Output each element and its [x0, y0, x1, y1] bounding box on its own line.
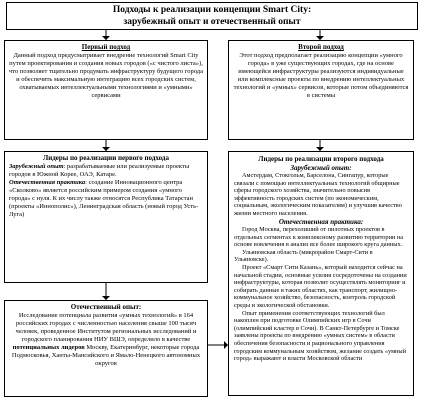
domestic-experience-bold: потенциальных лидеров [12, 343, 85, 351]
leaders-second-p1: Город Москва, перехолиший от пилотных проектов в отдельных сегментах к комплексному развитию территории на основе вовлечения в анализ все более широкого круга данных. [234, 226, 404, 249]
leaders-first-domestic-text: : создание Инновационного центра «Сколково» является российским примером создания «умного города» с нуля. К их числу также относятся Республика Татарстан (проекты «Иннополис»), Ленинградская область (новый город Усть-Луга) [9, 178, 199, 218]
leaders-second-foreign-label: Зарубежный опыт: [290, 163, 352, 172]
second-approach-heading: Второй подход [298, 43, 344, 51]
leaders-second-p3: Проект «Смарт Сити Казань», который находится сейчас на начальной стадии, основные усилия сосредоточены на создании инфраструктуры, которая позволит осуществлять мониторинг и собирать данные в таких областях, как транспорт, жилищно-коммунальное хозяйство, безопасность, контроль городской среды и экологической обстановки. [234, 264, 407, 309]
leaders-first-foreign-text: : разрабатываемые или реализуемые проекты городов в Южной Корее, ОАЭ, Катаре. [9, 162, 190, 178]
leaders-second-box [228, 151, 414, 396]
leaders-first-domestic-label: Отечественная практика [9, 178, 86, 186]
second-approach-text: Этот подход предполагает реализацию концепции «умного города» в уже существующих городах, где на основе имеющейся инфраструктуры реализуются индивидуальные или комплексные проекты по внедрению интеллектуальных технологий и «умных» сервисов, которые потом объединяются в системы [233, 51, 409, 99]
leaders-second-heading: Лидеры по реализации второго подхода [258, 155, 384, 163]
leaders-first-foreign [5, 163, 207, 179]
domestic-experience-text-after: Москву, Екатеринбург, некоторые города Подмосковья, Ханты-Мансийского и Ямало-Ненецкого автономных округов [11, 343, 201, 367]
domestic-experience-heading: Отечественный опыт: [70, 303, 142, 311]
leaders-first-heading: Лидеры по реализации первого подхода [43, 154, 169, 162]
leaders-second-p4: Опыт применения соответствующих технологий был накоплен при подготовке Олимпийских игр в Сочи (олимпийский кластер в Сочи). В Санкт-Петербурге и Томске заявлены проекты по внедрению «умных систем» в области обеспечения безопасности и рационального управления городским коммунальным хозяйством, желание создать «умный город» выражают и власти Московской области [234, 309, 407, 363]
diagram-title [6, 2, 418, 30]
leaders-second-foreign-text: Амстердам, Стокгольм, Барселона, Сингапур, которые связали с помощью интеллектуальных технологий общирные сферы городского хозяйства, значительно повысив эффективность городских систем (по экономическим, социальным, экологическим показателям) и улучшив качество жизни местного населения. [234, 172, 402, 217]
leaders-first-box [4, 151, 208, 283]
leaders-second-p2: Ульяновская область (микрорайон Смарт-Сити в Ульяновске). [234, 248, 373, 264]
leaders-second-domestic-label: Отечественная практика: [278, 217, 364, 226]
leaders-first-foreign-label: Зарубежный опыт [9, 162, 64, 170]
leaders-first-domestic [5, 179, 207, 219]
first-approach-box [4, 40, 208, 140]
first-approach-heading: Первый подход [81, 43, 131, 51]
domestic-experience-text [5, 312, 207, 368]
title-line-2: зарубежный опыт и отечественный опыт [123, 17, 301, 27]
first-approach-text: Данный подход предусматривает внедрение технологий Smart City путем проектирования и создания новых городов («с чистого листа»), что позволяет тщательно продумать инфраструктуру будущего города и обеспечить максимальную интеграцию всех городских систем, охватываемых интеллектуальными технологиями и «умными» сервисами [9, 51, 203, 99]
second-approach-box [228, 40, 414, 140]
domestic-experience-text-before: Исследование потенциала развития «умных технологий» в 164 российских городах с численностью населения свыше 100 тысяч человек, проведенное Институтом региональных исследований и городского планирования НИУ ВШЭ, определило в качестве [15, 311, 197, 343]
domestic-experience-box [4, 300, 208, 397]
title-line-1: Подходы к реализации концепции Smart City: [112, 5, 312, 15]
